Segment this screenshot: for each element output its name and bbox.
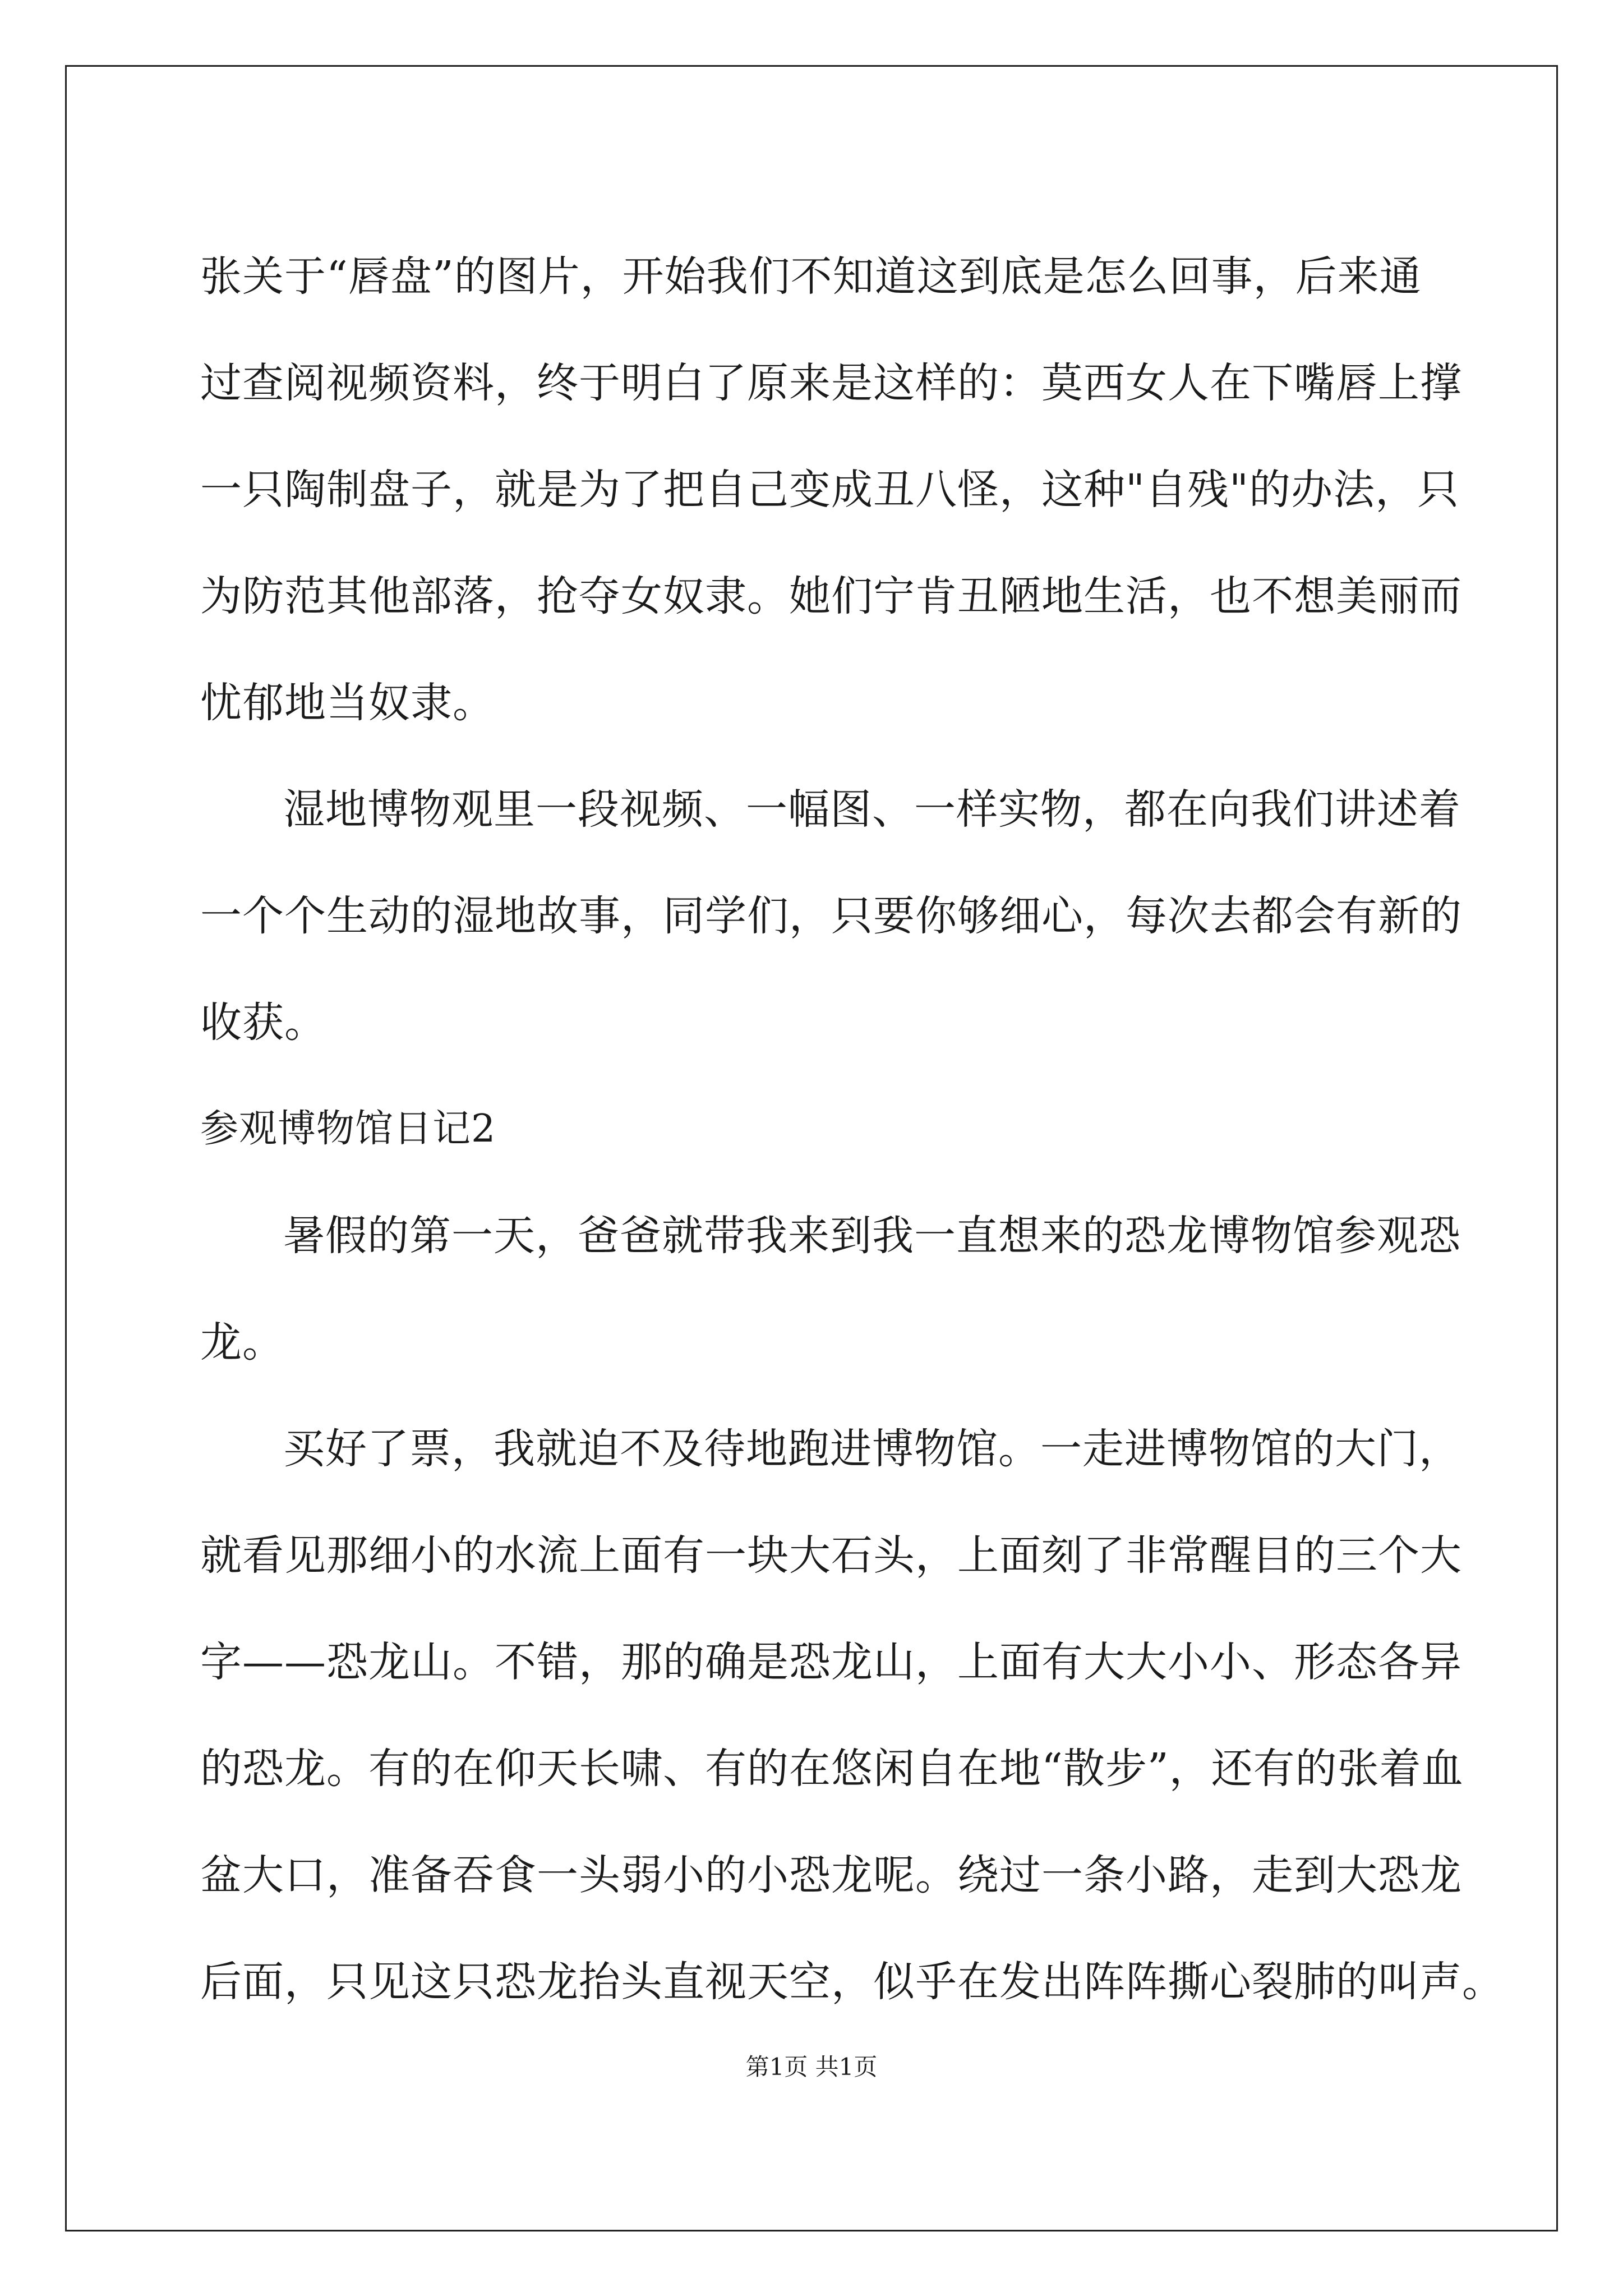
section-heading: 参观博物馆日记2 (200, 1107, 496, 1151)
text-line: 就看见那细小的水流上面有一块大石头，上面刻了非常醒目的三个大 (200, 1531, 1462, 1580)
text-line: 为防范其他部落，抢夺女奴隶。她们宁肯丑陋地生活，也不想美丽而 (200, 572, 1462, 620)
text-line: 的恐龙。有的在仰天长啸、有的在悠闲自在地“散步”，还有的张着血 (200, 1745, 1464, 1793)
text-line: 暑假的第一天，爸爸就带我来到我一直想来的恐龙博物馆参观恐 (283, 1212, 1461, 1260)
text-line: 后面，只见这只恐龙抬头直视天空，似乎在发出阵阵撕心裂肺的叫声。 (200, 1958, 1504, 2006)
text-line: 买好了票，我就迫不及待地跑进博物馆。一走进博物馆的大门， (283, 1425, 1461, 1473)
text-line: 一个个生动的湿地故事，同学们，只要你够细心，每次去都会有新的 (200, 892, 1462, 940)
document-body (200, 223, 1504, 2035)
text-line: 收获。 (200, 999, 326, 1047)
text-line: 龙。 (200, 1318, 284, 1366)
text-line: 张关于“唇盘”的图片，开始我们不知道这到底是怎么回事，后来通 (200, 252, 1422, 301)
text-line: 一只陶制盘子，就是为了把自己变成丑八怪，这种"自残"的办法，只 (200, 466, 1460, 514)
text-line: 过查阅视频资料，终于明白了原来是这样的：莫西女人在下嘴唇上撑 (200, 359, 1462, 407)
text-line: 湿地博物观里一段视频、一幅图、一样实物，都在向我们讲述着 (283, 785, 1461, 834)
text-line: 字——恐龙山。不错，那的确是恐龙山，上面有大大小小、形态各异 (200, 1638, 1462, 1686)
page-footer: 第1页 共1页 (745, 2053, 878, 2081)
text-line: 盆大口，准备吞食一头弱小的小恐龙呢。绕过一条小路，走到大恐龙 (200, 1851, 1462, 1899)
text-line: 忧郁地当奴隶。 (200, 679, 495, 727)
